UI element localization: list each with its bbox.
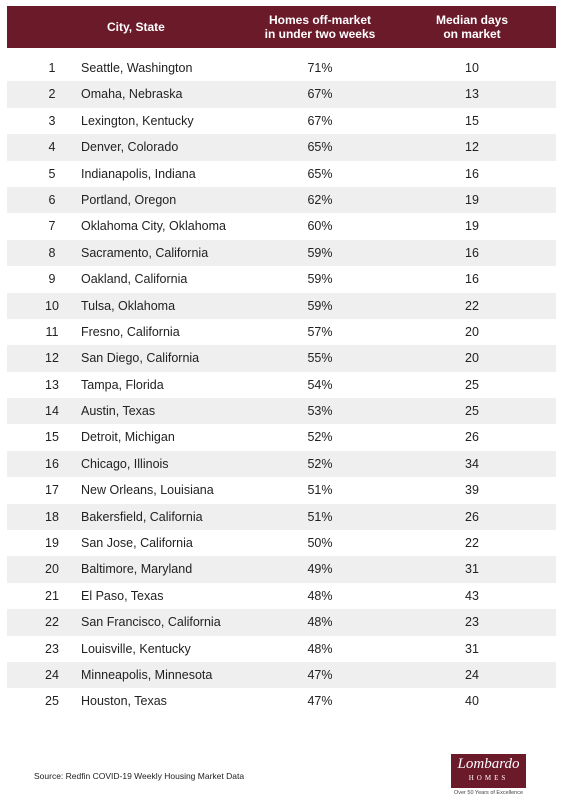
- table-row: [7, 266, 556, 292]
- city-cell: Sacramento, California: [81, 245, 209, 260]
- rank-cell: 14: [45, 404, 59, 419]
- days-cell: 20: [465, 324, 479, 339]
- rank-cell: 19: [45, 536, 59, 551]
- table-row: [7, 398, 556, 424]
- table-row: [7, 134, 556, 160]
- percent-cell: 52%: [307, 456, 333, 471]
- days-cell: 20: [465, 351, 479, 366]
- header-homes-off-market-line2: in under two weeks: [264, 27, 376, 41]
- percent-cell: 52%: [307, 430, 333, 445]
- city-cell: Oakland, California: [81, 272, 188, 287]
- header-median-days-line2: on market: [443, 27, 501, 41]
- percent-cell: 51%: [307, 483, 333, 498]
- city-cell: Denver, Colorado: [81, 140, 179, 155]
- logo-tagline: Over 50 Years of Excellence: [453, 790, 524, 796]
- rank-cell: 15: [45, 430, 59, 445]
- rank-cell: 17: [45, 483, 59, 498]
- table-row: [7, 662, 556, 688]
- days-cell: 19: [465, 192, 479, 207]
- percent-cell: 65%: [307, 166, 333, 181]
- percent-cell: 53%: [307, 404, 333, 419]
- percent-cell: 65%: [307, 140, 333, 155]
- rank-cell: 18: [45, 509, 59, 524]
- percent-cell: 67%: [307, 113, 333, 128]
- days-cell: 34: [465, 456, 479, 471]
- table-row: [7, 161, 556, 187]
- rank-cell: 2: [48, 87, 56, 102]
- rank-cell: 3: [48, 113, 56, 128]
- days-cell: 15: [465, 113, 479, 128]
- days-cell: 25: [465, 404, 479, 419]
- table-row: [7, 55, 556, 81]
- percent-cell: 51%: [307, 509, 333, 524]
- city-cell: Bakersfield, California: [81, 509, 203, 524]
- table-row: [7, 451, 556, 477]
- table-row: [7, 319, 556, 345]
- header-median-days: [407, 13, 537, 41]
- rank-cell: 25: [45, 694, 59, 709]
- percent-cell: 59%: [307, 245, 333, 260]
- header-homes-off-market-line1: Homes off-market: [268, 13, 372, 27]
- table-row: [7, 609, 556, 635]
- city-cell: Oklahoma City, Oklahoma: [81, 219, 226, 234]
- table-row: [7, 556, 556, 582]
- days-cell: 26: [465, 509, 479, 524]
- logo-homes: HOMES: [468, 774, 509, 782]
- logo-name: Lombardo: [457, 756, 520, 772]
- days-cell: 26: [465, 430, 479, 445]
- percent-cell: 54%: [307, 377, 333, 392]
- city-cell: El Paso, Texas: [81, 588, 164, 603]
- table-body: [7, 55, 556, 715]
- city-cell: Omaha, Nebraska: [81, 87, 183, 102]
- city-cell: Portland, Oregon: [81, 192, 177, 207]
- table-row: [7, 583, 556, 609]
- days-cell: 16: [465, 245, 479, 260]
- percent-cell: 59%: [307, 272, 333, 287]
- header-homes-off-market: [255, 13, 385, 41]
- rank-cell: 21: [45, 588, 59, 603]
- city-cell: New Orleans, Louisiana: [81, 483, 214, 498]
- percent-cell: 55%: [307, 351, 333, 366]
- table-row: [7, 345, 556, 371]
- table-row: [7, 372, 556, 398]
- days-cell: 39: [465, 483, 479, 498]
- table-row: [7, 477, 556, 503]
- rank-cell: 12: [45, 351, 59, 366]
- rank-cell: 24: [45, 667, 59, 682]
- table-row: [7, 213, 556, 239]
- logo-box: [451, 754, 526, 788]
- table-row: [7, 81, 556, 107]
- table-header: [7, 6, 556, 48]
- city-cell: Seattle, Washington: [81, 61, 193, 75]
- table-row: [7, 636, 556, 662]
- days-cell: 31: [465, 641, 479, 656]
- percent-cell: 57%: [307, 324, 333, 339]
- city-cell: Tulsa, Oklahoma: [81, 298, 176, 313]
- days-cell: 16: [465, 272, 479, 287]
- days-cell: 22: [465, 536, 479, 551]
- days-cell: 24: [465, 667, 479, 682]
- source-note: Source: Redfin COVID-19 Weekly Housing Market Data: [34, 771, 245, 781]
- city-cell: Fresno, California: [81, 324, 180, 339]
- percent-cell: 62%: [307, 192, 333, 207]
- days-cell: 16: [465, 166, 479, 181]
- percent-cell: 50%: [307, 536, 333, 551]
- city-cell: Houston, Texas: [81, 694, 167, 709]
- rank-cell: 16: [45, 456, 59, 471]
- percent-cell: 71%: [307, 61, 333, 75]
- days-cell: 13: [465, 87, 479, 102]
- percent-cell: 48%: [307, 588, 333, 603]
- days-cell: 10: [465, 61, 479, 75]
- table-row: [7, 504, 556, 530]
- city-cell: San Francisco, California: [81, 615, 221, 630]
- table-row: [7, 688, 556, 714]
- table-row: [7, 108, 556, 134]
- days-cell: 31: [465, 562, 479, 577]
- table-row: [7, 240, 556, 266]
- ranking-table: [7, 6, 556, 715]
- city-cell: Austin, Texas: [81, 404, 156, 419]
- header-median-days-line1: Median days: [435, 13, 509, 27]
- percent-cell: 49%: [307, 562, 333, 577]
- percent-cell: 48%: [307, 641, 333, 656]
- table-row: [7, 530, 556, 556]
- days-cell: 19: [465, 219, 479, 234]
- days-cell: 12: [465, 140, 479, 155]
- table-row: [7, 293, 556, 319]
- table-row: [7, 424, 556, 450]
- city-cell: Detroit, Michigan: [81, 430, 175, 445]
- table-row: [7, 187, 556, 213]
- rank-cell: 7: [48, 219, 56, 234]
- city-cell: Chicago, Illinois: [81, 456, 169, 471]
- lombardo-logo: [451, 754, 526, 798]
- city-cell: Minneapolis, Minnesota: [81, 667, 213, 682]
- rank-cell: 20: [45, 562, 59, 577]
- rank-cell: 8: [48, 245, 56, 260]
- rank-cell: 6: [48, 192, 56, 207]
- city-cell: San Diego, California: [81, 351, 200, 366]
- percent-cell: 48%: [307, 615, 333, 630]
- days-cell: 43: [465, 588, 479, 603]
- rank-cell: 5: [48, 166, 56, 181]
- city-cell: Indianapolis, Indiana: [81, 166, 196, 181]
- days-cell: 22: [465, 298, 479, 313]
- rank-cell: 4: [48, 140, 56, 155]
- city-cell: Lexington, Kentucky: [81, 113, 194, 128]
- days-cell: 23: [465, 615, 479, 630]
- rank-cell: 22: [45, 615, 59, 630]
- percent-cell: 60%: [307, 219, 333, 234]
- percent-cell: 47%: [307, 694, 333, 709]
- rank-cell: 1: [48, 61, 56, 75]
- days-cell: 40: [465, 694, 479, 709]
- city-cell: Tampa, Florida: [81, 377, 164, 392]
- city-cell: Louisville, Kentucky: [81, 641, 191, 656]
- percent-cell: 59%: [307, 298, 333, 313]
- days-cell: 25: [465, 377, 479, 392]
- city-cell: Baltimore, Maryland: [81, 562, 193, 577]
- rank-cell: 11: [45, 324, 59, 339]
- city-cell: San Jose, California: [81, 536, 193, 551]
- rank-cell: 10: [45, 298, 59, 313]
- rank-cell: 9: [48, 272, 56, 287]
- percent-cell: 67%: [307, 87, 333, 102]
- header-city-state: City, State: [107, 20, 165, 34]
- percent-cell: 47%: [307, 667, 333, 682]
- rank-cell: 23: [45, 641, 59, 656]
- rank-cell: 13: [45, 377, 59, 392]
